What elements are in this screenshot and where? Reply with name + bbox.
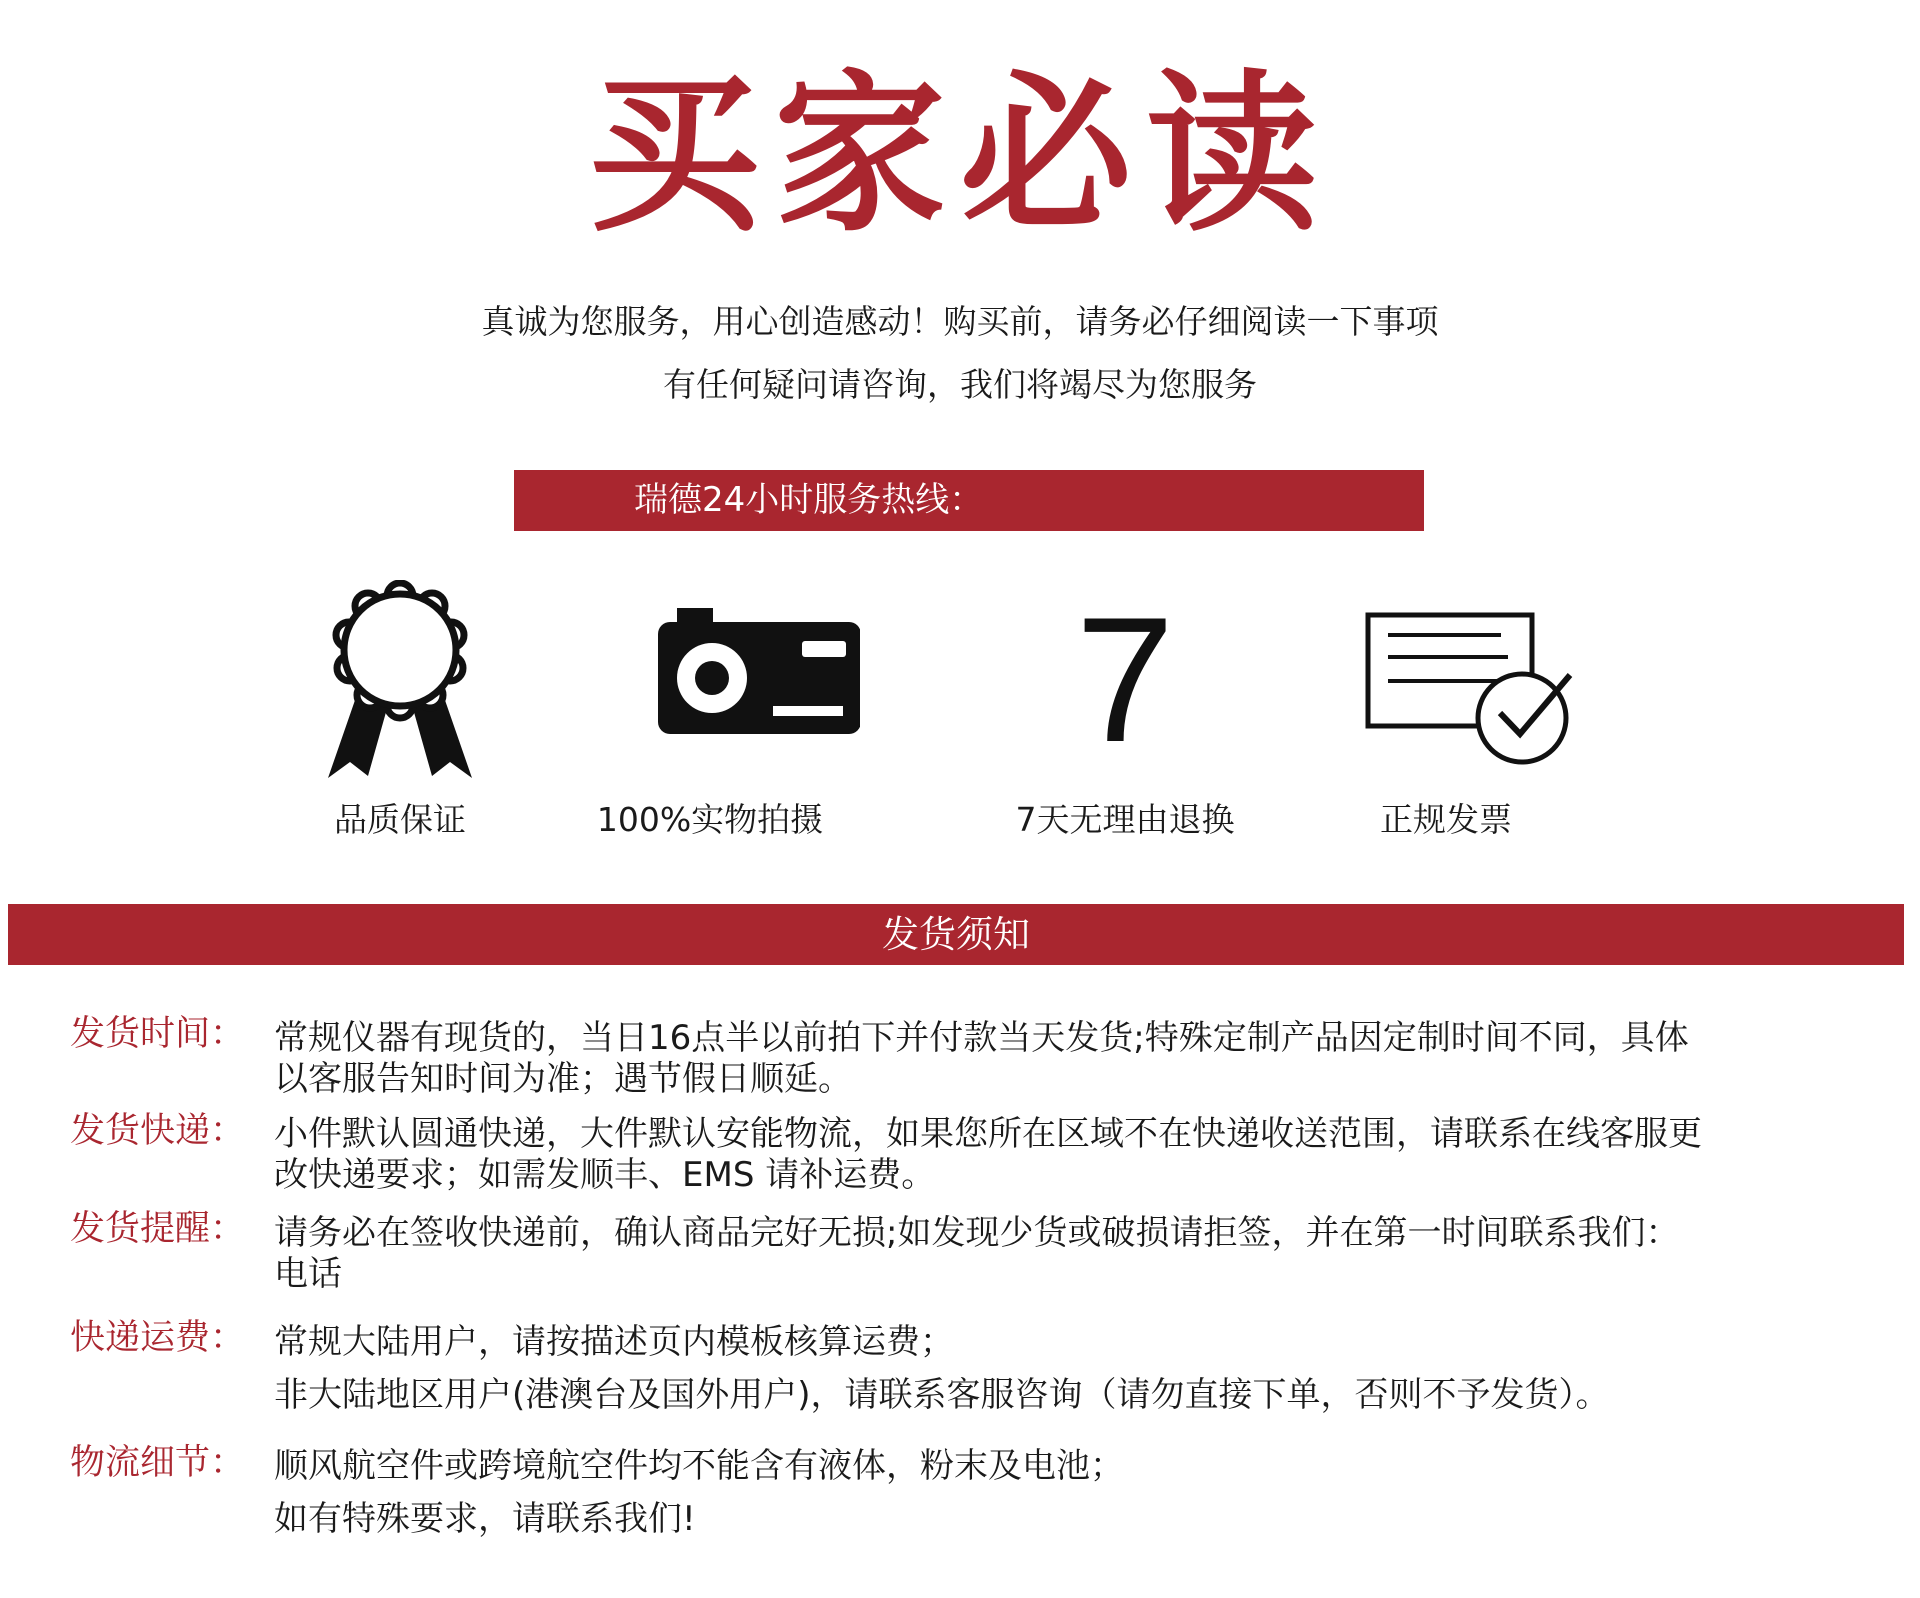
note-line: 改快递要求；如需发顺丰、EMS 请补运费。 (274, 1155, 936, 1195)
note-text-shipping-time (274, 1018, 1814, 1100)
page-title: 买家必读 (588, 54, 1332, 255)
note-line: 顺风航空件或跨境航空件均不能含有液体，粉末及电池； (274, 1446, 1124, 1486)
note-label-logistics: 物流细节： (70, 1443, 246, 1483)
note-text-courier (274, 1114, 1814, 1196)
note-line: 常规仪器有现货的，当日16点半以前拍下并付款当天发货;特殊定制产品因定制时间不同，具体 (274, 1018, 1689, 1058)
note-line: 电话 (274, 1254, 342, 1294)
note-line: 如有特殊要求，请联系我们! (274, 1499, 696, 1539)
hotline-label: 瑞德24小时服务热线： (634, 480, 984, 520)
note-label-reminder: 发货提醒： (70, 1209, 246, 1249)
feature-label: 正规发票 (1380, 800, 1512, 839)
award-ribbon-icon (250, 580, 550, 780)
note-line: 非大陆地区用户(港澳台及国外用户)，请联系客服咨询（请勿直接下单，否则不予发货）。 (274, 1375, 1610, 1415)
note-text-shipping-fee (274, 1322, 1814, 1416)
feature-label: 品质保证 (334, 800, 466, 839)
note-text-reminder (274, 1213, 1814, 1295)
note-line: 以客服告知时间为准；遇节假日顺延。 (274, 1059, 852, 1099)
feature-label: 100%实物拍摄 (596, 800, 824, 839)
note-line: 常规大陆用户，请按描述页内模板核算运费； (274, 1322, 954, 1362)
feature-label: 7天无理由退换 (1015, 800, 1235, 839)
note-text-logistics (274, 1446, 1814, 1540)
note-line: 请务必在签收快递前，确认商品完好无损;如发现少货或破损请拒签，并在第一时间联系我们： (274, 1213, 1680, 1253)
seven-day-icon: 7 (1075, 580, 1175, 779)
intro-line-1: 真诚为您服务，用心创造感动！购买前，请务必仔细阅读一下事项 (481, 302, 1439, 341)
note-label-courier: 发货快递： (70, 1111, 246, 1151)
intro-line-2: 有任何疑问请咨询，我们将竭尽为您服务 (663, 365, 1257, 404)
hotline-banner (514, 470, 1424, 531)
invoice-check-icon (1296, 580, 1596, 780)
note-label-shipping-time: 发货时间： (70, 1014, 246, 1054)
camera-icon (560, 580, 860, 780)
note-line: 小件默认圆通快递，大件默认安能物流，如果您所在区域不在快递收送范围，请联系在线客服更 (274, 1114, 1702, 1154)
shipping-banner (8, 904, 1904, 965)
note-label-shipping-fee: 快递运费： (70, 1318, 246, 1358)
shipping-title: 发货须知 (882, 913, 1030, 956)
